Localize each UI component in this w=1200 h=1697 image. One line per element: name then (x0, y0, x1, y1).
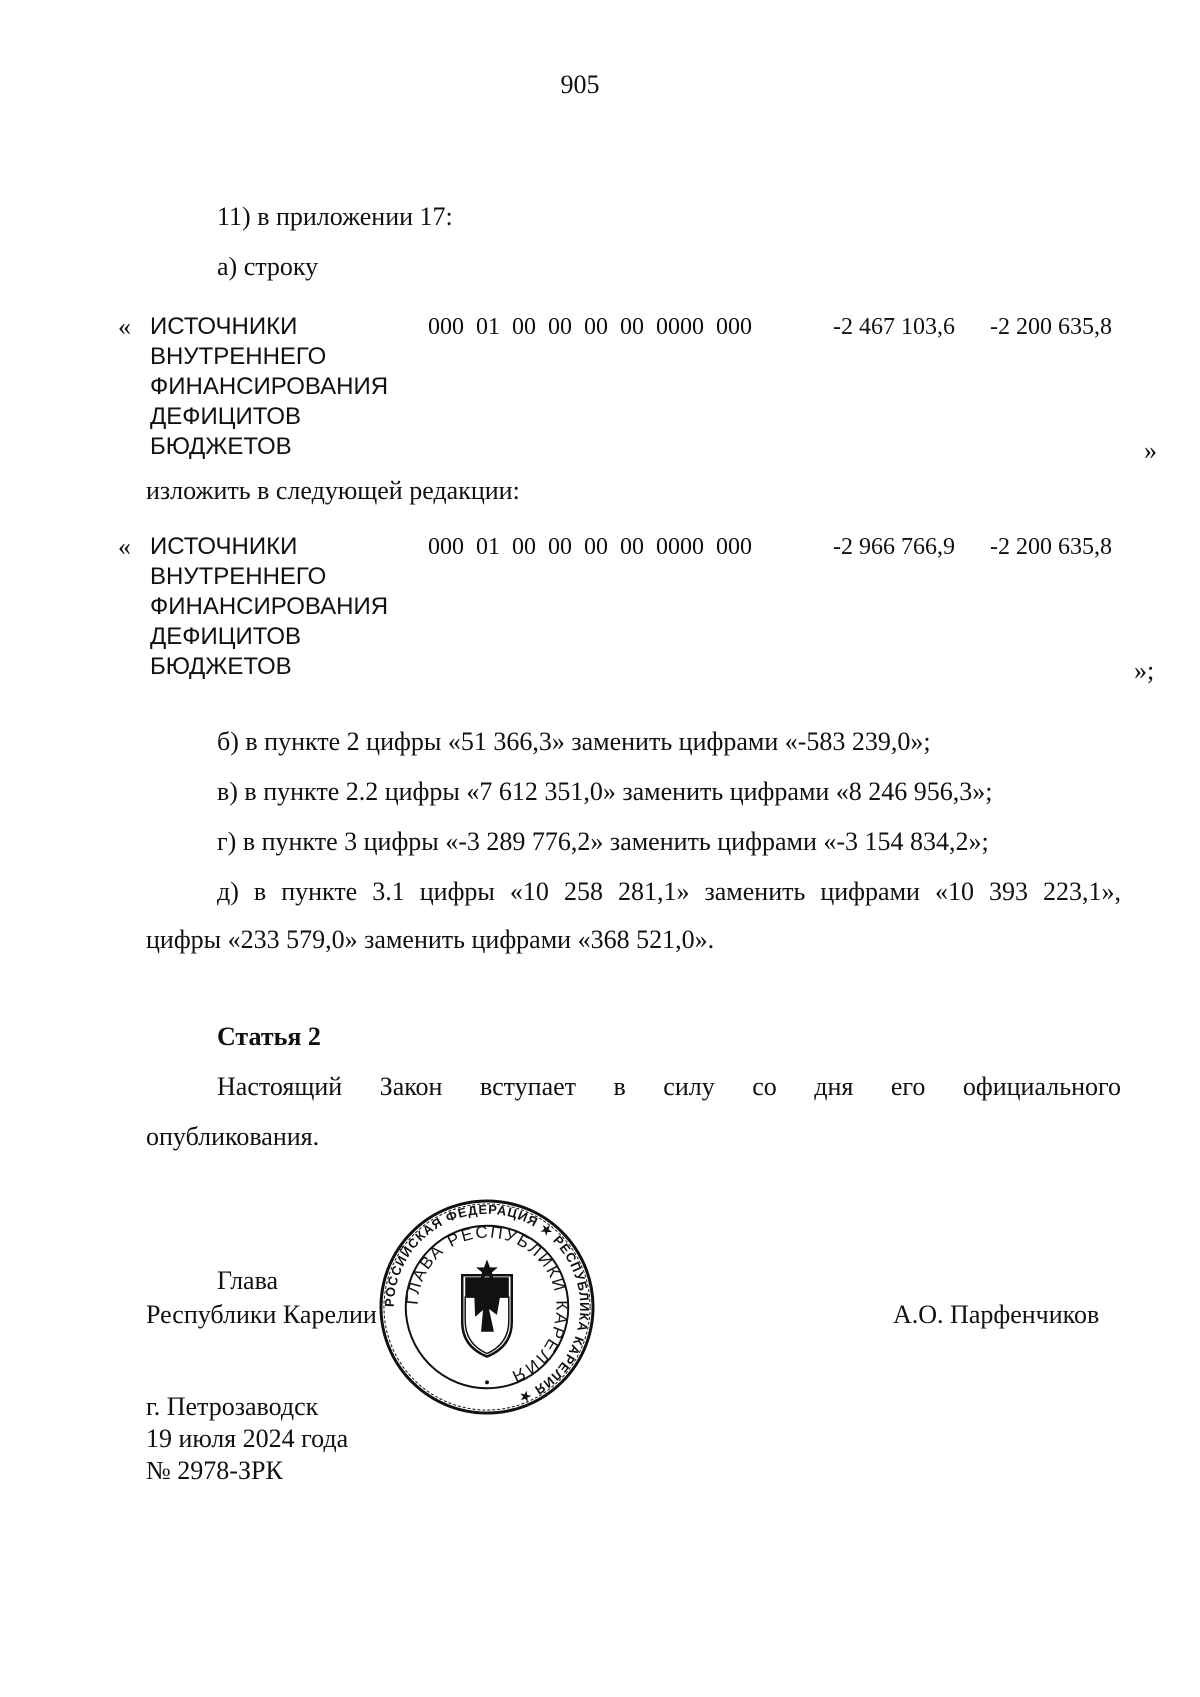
date: 19 июля 2024 года (146, 1424, 349, 1453)
article-text-continuation: опубликования. (146, 1122, 320, 1151)
new-row-name-line: ИСТОЧНИКИ (150, 533, 298, 560)
old-row-value-1: -2 467 103,6 (833, 314, 955, 340)
article-text: Настоящий Закон вступает в силу со дня его официального (217, 1072, 1121, 1101)
signature-name: А.О. Парфенчиков (893, 1300, 1100, 1329)
new-row-name-line: ДЕФИЦИТОВ (150, 623, 302, 650)
new-row-value-1: -2 966 766,9 (833, 534, 955, 560)
new-row-code: 000 01 00 00 00 00 0000 000 (428, 534, 752, 560)
sub-item-a: а) строку (217, 252, 319, 281)
seal-inner-text: ГЛАВА РЕСПУБЛИКИ КАРЕЛИЯ (402, 1222, 572, 1387)
new-row-value-2: -2 200 635,8 (990, 534, 1112, 560)
coat-of-arms-icon (462, 1259, 512, 1356)
old-row-name-line: ВНУТРЕННЕГО (150, 343, 327, 370)
sub-item-d-continuation: цифры «233 579,0» заменить цифрами «368 521,0». (146, 925, 715, 954)
new-row-name-line: ФИНАНСИРОВАНИЯ (150, 593, 389, 620)
document-number: № 2978-ЗРК (146, 1456, 283, 1485)
signature-title-line1: Глава (217, 1266, 279, 1295)
old-row-value-2: -2 200 635,8 (990, 314, 1112, 340)
old-row-open-quote: « (118, 312, 131, 341)
place: г. Петрозаводск (146, 1392, 319, 1421)
item-11: 11) в приложении 17: (217, 202, 453, 231)
new-row-name-line: БЮДЖЕТОВ (150, 653, 292, 680)
old-row-name-line: ИСТОЧНИКИ (150, 313, 298, 340)
sub-item-b: б) в пункте 2 цифры «51 366,3» заменить цифрами «-583 239,0»; (217, 727, 931, 756)
page-number: 905 (560, 70, 600, 99)
official-seal (378, 1198, 596, 1416)
sub-item-g: г) в пункте 3 цифры «-3 289 776,2» заменить цифрами «-3 154 834,2»; (217, 827, 989, 856)
new-row-close-quote: »; (1134, 656, 1155, 685)
article-title: Статья 2 (217, 1022, 321, 1051)
old-row-name-line: ДЕФИЦИТОВ (150, 403, 302, 430)
seal-outer-text: РОССИЙСКАЯ ФЕДЕРАЦИЯ ★ РЕСПУБЛИКА КАРЕЛИЯ ★ (381, 1201, 593, 1407)
old-row-name-line: ФИНАНСИРОВАНИЯ (150, 373, 389, 400)
new-row-name-line: ВНУТРЕННЕГО (150, 563, 327, 590)
sub-item-v: в) в пункте 2.2 цифры «7 612 351,0» заменить цифрами «8 246 956,3»; (217, 777, 993, 806)
new-row-open-quote: « (118, 532, 131, 561)
signature-title-line2: Республики Карелии (146, 1300, 377, 1329)
old-row-code: 000 01 00 00 00 00 0000 000 (428, 314, 752, 340)
restate-text: изложить в следующей редакции: (146, 476, 520, 505)
sub-item-d: д) в пункте 3.1 цифры «10 258 281,1» заменить цифрами «10 393 223,1», (217, 877, 1121, 906)
old-row-name-line: БЮДЖЕТОВ (150, 433, 292, 460)
old-row-close-quote: » (1144, 436, 1157, 465)
